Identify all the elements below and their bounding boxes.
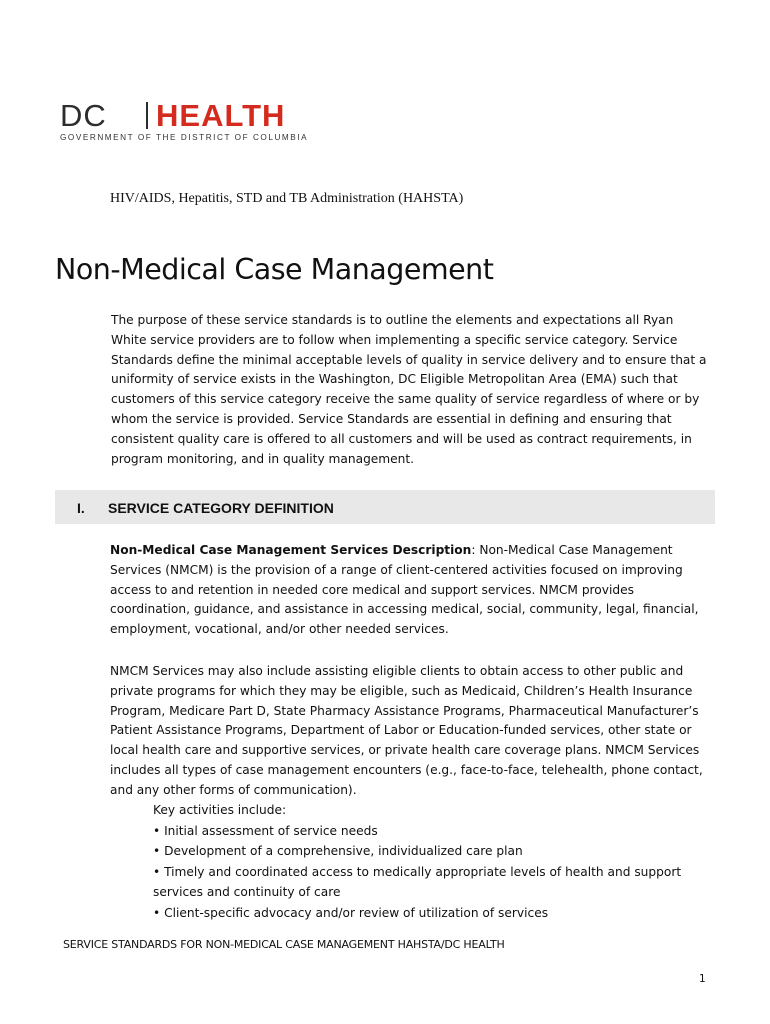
service-description-text: : Non-Medical Case Management Services (NMCM) is the provision of a range of client-centered activities focused on improving access to and retention in needed core medical and support services. NMCM provides coordination, guidance, and assistance in accessing medical, social, community, legal, financial, employment, vocational, and/or other needed services. <box>110 543 699 637</box>
list-item: • Timely and coordinated access to medically appropriate levels of health and support services and continuity of care <box>153 864 682 899</box>
page-footer: SERVICE STANDARDS FOR NON-MEDICAL CASE MANAGEMENT HAHSTA/DC HEALTH <box>63 938 505 951</box>
key-activities-heading: Key activities include: <box>153 803 287 817</box>
logo-health-text: HEALTH <box>156 98 286 133</box>
list-item: • Development of a comprehensive, individualized care plan <box>153 844 523 858</box>
dc-health-logo <box>60 100 350 146</box>
page-number: 1 <box>699 973 706 985</box>
agency-name: HIV/AIDS, Hepatitis, STD and TB Administration (HAHSTA) <box>110 191 464 206</box>
section-header <box>55 490 715 524</box>
service-description-paragraph <box>110 541 710 640</box>
logo-dc-text: DC <box>60 98 107 133</box>
list-item: • Client-specific advocacy and/or review of utilization of services <box>153 905 549 920</box>
section-title: SERVICE CATEGORY DEFINITION <box>108 500 334 516</box>
key-activities-list <box>153 800 713 923</box>
logo-government-text: GOVERNMENT OF THE DISTRICT OF COLUMBIA <box>60 133 309 142</box>
list-item: • Initial assessment of service needs <box>153 823 378 838</box>
document-title: Non-Medical Case Management <box>55 253 494 286</box>
logo-divider <box>146 102 148 129</box>
purpose-paragraph: The purpose of these service standards is to outline the elements and expectations all Ryan White service providers are to follow when implementing a specific service category. Service Standards define the minimal acceptable levels of quality in service delivery and to ensure that a uniformity of service exists in the Washington, DC Eligible Metropolitan Area (EMA) such that customers of this service category receive the same quality of service regardless of where or by whom the service is provided. Service Standards are essential in defining and ensuring that consistent quality care is offered to all customers and will be used as contract requirements, in program monitoring, and in quality management. <box>111 313 707 466</box>
section-number: I. <box>77 500 85 516</box>
other-programs-paragraph: NMCM Services may also include assisting eligible clients to obtain access to other public and private programs for which they may be eligible, such as Medicaid, Children’s Health Insurance Program, Medicare Part D, State Pharmacy Assistance Programs, Pharmaceutical Manufacturer’s Patient Assistance Programs, Department of Labor or Education-funded services, other state or local health care and supportive services, or private health care coverage plans. NMCM Services includes all types of case management encounters (e.g., face-to-face, telehealth, phone contact, and any other forms of communication). <box>110 664 703 797</box>
service-description-label: Non-Medical Case Management Services Description <box>110 543 472 557</box>
